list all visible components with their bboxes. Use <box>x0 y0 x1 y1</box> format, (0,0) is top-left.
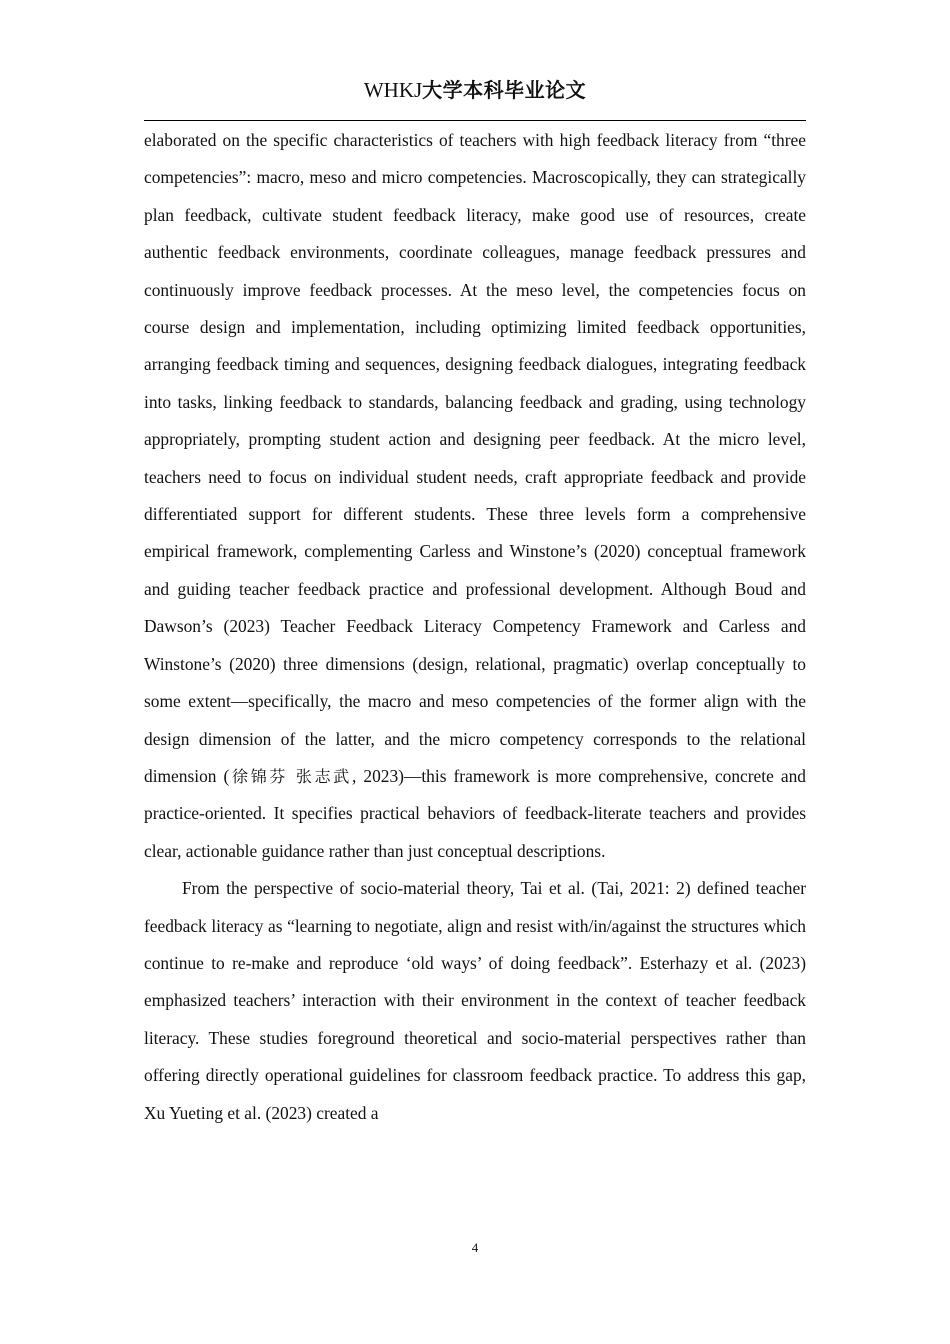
paragraph-1-citation-authors: 徐锦芬 张志武 <box>229 766 352 786</box>
paragraph-1 <box>144 122 806 870</box>
paragraph-2: From the perspective of socio-material theory, Tai et al. (Tai, 2021: 2) defined teacher feedback literacy as “learning to negotiate, align and resist with/in/against the structures which continue to re-make and reproduce ‘old ways’ of doing feedback”. Esterhazy et al. (2023) emphasized teachers’ interaction with their environment in the context of teacher feedback literacy. These studies foreground theoretical and socio-material perspectives rather than offering directly operational guidelines for classroom feedback practice. To address this gap, Xu Yueting et al. (2023) created a <box>144 878 806 1123</box>
body-text <box>144 122 806 1132</box>
header-title-cjk: 大学本科毕业论文 <box>422 78 587 102</box>
header-title-latin: WHKJ <box>363 78 423 102</box>
paragraph-1-text-a: elaborated on the specific characteristics of teachers with high feedback literacy from “three competencies”: macro, meso and micro competencies. Macroscopically, they can strategically plan feedback, cultivate student feedback literacy, make good use of resources, create authentic feedback environments, coordinate colleagues, manage feedback pressures and continuously improve feedback processes. At the meso level, the competencies focus on course design and implementation, including optimizing limited feedback opportunities, arranging feedback timing and sequences, designing feedback dialogues, integrating feedback into tasks, linking feedback to standards, balancing feedback and grading, using technology appropriately, prompting student action and designing peer feedback. At the micro level, teachers need to focus on individual student needs, craft appropriate feedback and provide differentiated support for different students. These three levels form a comprehensive empirical framework, complementing Carless and Winstone’s (2020) conceptual framework and guiding teacher feedback practice and professional development. Although Boud and Dawson’s (2023) Teacher Feedback Literacy Competency Framework and Carless and Winstone’s (2020) three dimensions (design, relational, pragmatic) overlap conceptually to some extent—specifically, the macro and meso competencies of the former align with the design dimension of the latter, and the micro competency corresponds to the relational dimension ( <box>144 130 806 786</box>
paragraph-1-text-b: , 2023)—this framework is more comprehensive, concrete and practice-oriented. It specifies practical behaviors of feedback-literate teachers and provides clear, actionable guidance rather than just conceptual descriptions. <box>144 765 806 861</box>
page-header <box>144 70 806 121</box>
page-number: 4 <box>471 1240 479 1255</box>
header-title <box>144 74 806 103</box>
